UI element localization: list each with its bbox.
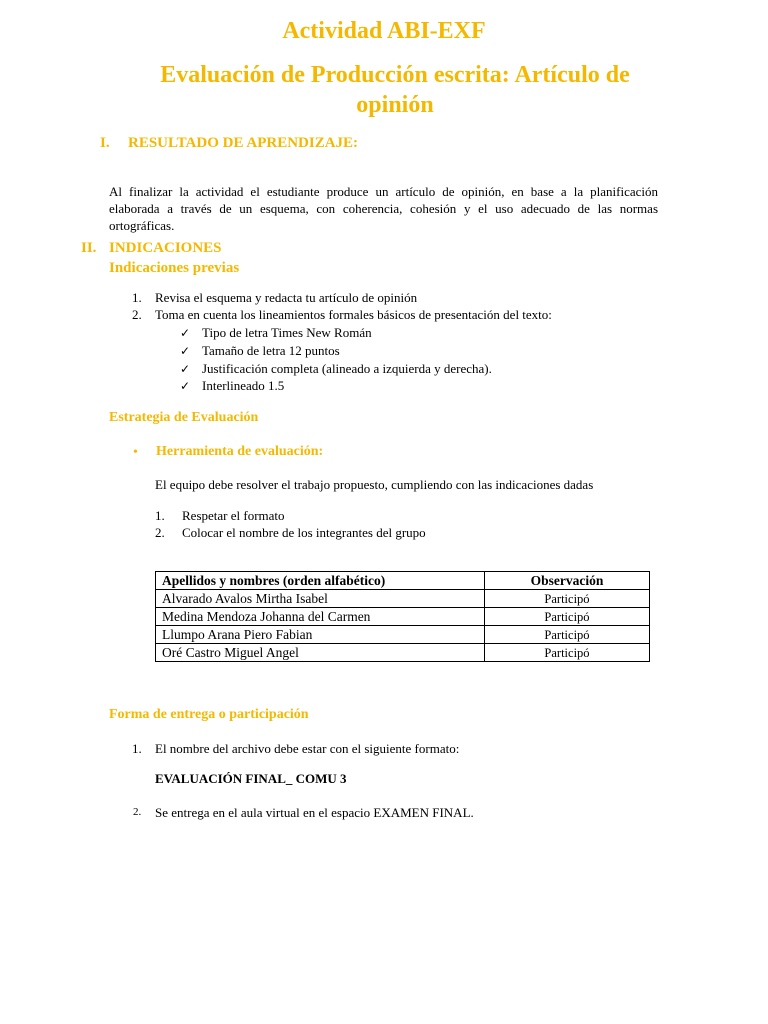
prev-item-1-number: 1. [132, 290, 142, 305]
check-item-text: Justificación completa (alineado a izquierda y derecha). [202, 361, 492, 376]
member-name: Llumpo Arana Piero Fabian [156, 626, 485, 644]
delivery-item-2-number: 2. [133, 806, 142, 818]
delivery-item-2-text: Se entrega en el aula virtual en el espacio EXAMEN FINAL. [155, 805, 474, 820]
member-name: Medina Mendoza Johanna del Carmen [156, 608, 485, 626]
table-header-names: Apellidos y nombres (orden alfabético) [156, 572, 485, 590]
prev-item-2-number: 2. [132, 307, 142, 322]
bullet-icon: • [133, 445, 138, 460]
table-header-observation: Observación [485, 572, 650, 590]
table-row [156, 626, 650, 644]
section2-title: INDICACIONES [109, 240, 222, 256]
member-name: Oré Castro Miguel Angel [156, 644, 485, 662]
group-members-table [155, 571, 650, 662]
document-subtitle-line1: Evaluación de Producción escrita: Artículo de [160, 62, 630, 88]
prev-item-1-text: Revisa el esquema y redacta tu artículo de opinión [155, 290, 418, 305]
check-item-text: Tamaño de letra 12 puntos [202, 343, 340, 358]
strategy-heading: Estrategia de Evaluación [109, 410, 259, 425]
member-observation: Participó [485, 590, 650, 608]
check-icon: ✓ [180, 326, 191, 340]
file-format-example: EVALUACIÓN FINAL_ COMU 3 [155, 771, 347, 786]
check-item-text: Tipo de letra Times New Román [202, 325, 372, 340]
check-item [180, 324, 372, 342]
tool-heading: Herramienta de evaluación: [156, 444, 324, 459]
table-row [156, 590, 650, 608]
table-header-row [156, 572, 650, 590]
document-title: Actividad ABI-EXF [282, 18, 486, 44]
table-row [156, 644, 650, 662]
table-row [156, 608, 650, 626]
format-item-1-number: 1. [155, 508, 165, 523]
section2-number: II. [81, 240, 97, 256]
delivery-item-1-text: El nombre del archivo debe estar con el siguiente formato: [155, 741, 460, 756]
intro-line-1: Al finalizar la actividad el estudiante produce un artículo de opinión, en base a la planificación [109, 184, 658, 199]
section1-number: I. [100, 135, 110, 151]
check-icon: ✓ [180, 344, 191, 358]
document-subtitle-line2: opinión [356, 92, 434, 118]
check-item [180, 360, 492, 378]
format-item-2-text: Colocar el nombre de los integrantes del grupo [182, 525, 426, 540]
intro-line-3: ortográficas. [109, 218, 175, 233]
member-name: Alvarado Avalos Mirtha Isabel [156, 590, 485, 608]
delivery-item-1-number: 1. [132, 741, 142, 756]
prev-item-2-text: Toma en cuenta los lineamientos formales básicos de presentación del texto: [155, 307, 552, 322]
member-observation: Participó [485, 626, 650, 644]
delivery-heading: Forma de entrega o participación [109, 707, 309, 722]
section1-title: RESULTADO DE APRENDIZAJE: [128, 135, 359, 151]
intro-paragraph [109, 183, 658, 234]
member-observation: Participó [485, 608, 650, 626]
check-item [180, 342, 340, 360]
previous-indications-heading: Indicaciones previas [109, 260, 240, 276]
check-item [180, 377, 284, 395]
format-item-1-text: Respetar el formato [182, 508, 285, 523]
member-observation: Participó [485, 644, 650, 662]
check-item-text: Interlineado 1.5 [202, 378, 285, 393]
check-icon: ✓ [180, 379, 191, 393]
check-icon: ✓ [180, 362, 191, 376]
team-instruction: El equipo debe resolver el trabajo propuesto, cumpliendo con las indicaciones dadas [155, 477, 594, 492]
format-item-2-number: 2. [155, 525, 165, 540]
intro-line-2: elaborada a través de un esquema, con coherencia, cohesión y el uso adecuado de las normas [109, 201, 658, 216]
